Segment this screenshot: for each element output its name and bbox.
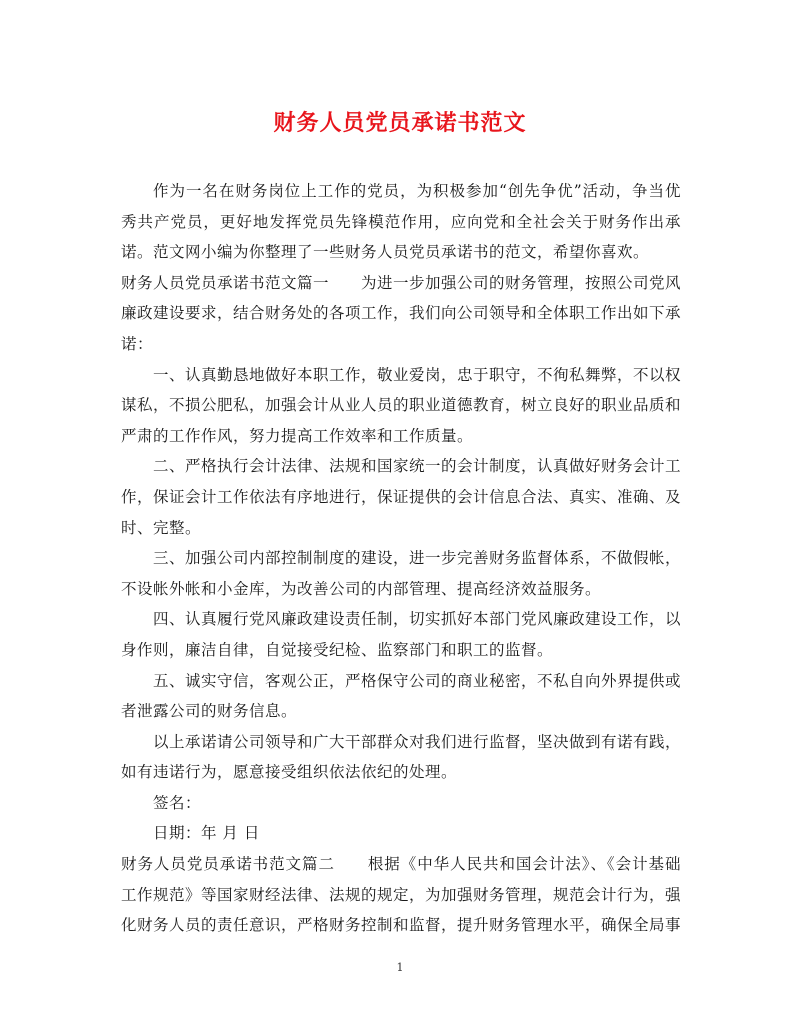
section-two-heading-paragraph: 财务人员党员承诺书范文篇二 根据《中华人民共和国会计法》、《会计基础工作规范》等国家财经法律、法规的规定，为加强财务管理，规范会计行为，强化财务人员的责任意识，严格财务控制和监督，提升财务管理水平，确保全局事 [121,855,682,935]
commitment-item-1: 一、认真勤恳地做好本职工作，敬业爱岗，忠于职守，不徇私舞弊，不以权谋私，不损公肥私，加强会计从业人员的职业道德教育，树立良好的职业品质和严肃的工作作风，努力提高工作效率和工作质量。 [121,365,682,445]
page-number: 1 [396,961,404,974]
intro-paragraph: 作为一名在财务岗位上工作的党员，为积极参加“创先争优”活动，争当优秀共产党员，更好地发挥党员先锋模范作用，应向党和全社会关于财务作出承诺。范文网小编为你整理了一些财务人员党员承诺书的范文，希望你喜欢。 [121,182,681,262]
commitment-item-2: 二、严格执行会计法律、法规和国家统一的会计制度，认真做好财务会计工作，保证会计工作依法有序地进行，保证提供的会计信息合法、真实、准确、及时、完整。 [121,457,682,537]
date-line: 日期：年 月 日 [153,824,260,843]
closing-paragraph: 以上承诺请公司领导和广大干部群众对我们进行监督，坚决做到有诺有践，如有违诺行为，愿意接受组织依法依纪的处理。 [121,732,682,782]
commitment-item-5: 五、诚实守信，客观公正，严格保守公司的商业秘密，不私自向外界提供或者泄露公司的财务信息。 [121,671,682,721]
commitment-item-3: 三、加强公司内部控制制度的建设，进一步完善财务监督体系，不做假帐，不设帐外帐和小金库，为改善公司的内部管理、提高经济效益服务。 [121,549,682,598]
document-title: 财务人员党员承诺书范文 [273,110,527,136]
commitment-item-4: 四、认真履行党风廉政建设责任制，切实抓好本部门党风廉政建设工作，以身作则，廉洁自律，自觉接受纪检、监察部门和职工的监督。 [121,610,682,659]
section-one-heading-paragraph: 财务人员党员承诺书范文篇一 为进一步加强公司的财务管理，按照公司党风廉政建设要求，结合财务处的各项工作，我们向公司领导和全体职工作出如下承诺： [121,273,682,353]
document-body [121,176,681,941]
signature-line: 签名： [153,793,202,812]
